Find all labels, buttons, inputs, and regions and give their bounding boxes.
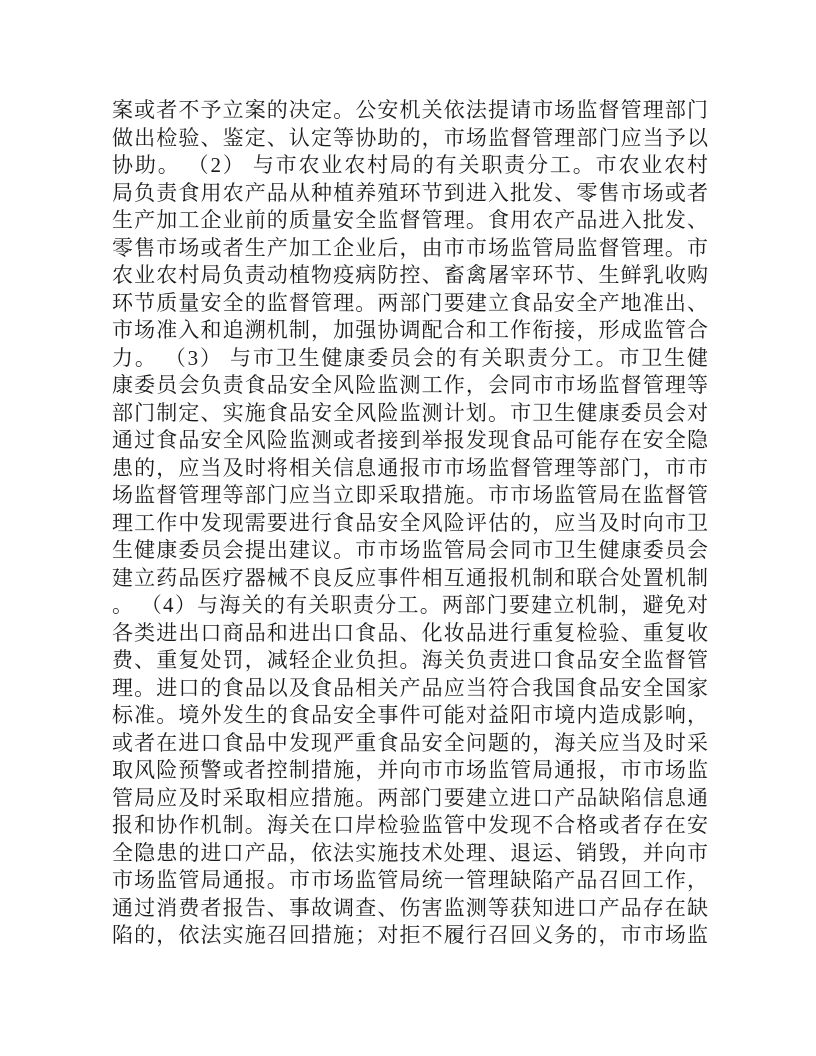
text-line: 力。 （3） 与市卫生健康委员会的有关职责分工。市卫生健 xyxy=(112,345,708,370)
text-line: 做出检验、鉴定、认定等协助的，市场监督管理部门应当予以 xyxy=(112,125,708,150)
text-line: 局负责食用农产品从种植养殖环节到进入批发、零售市场或者 xyxy=(112,180,708,205)
text-line: 部门制定、实施食品安全风险监测计划。市卫生健康委员会对 xyxy=(112,400,708,425)
text-line: 标准。境外发生的食品安全事件可能对益阳市境内造成影响， xyxy=(112,703,708,727)
text-line: 。 （4）与海关的有关职责分工。两部门要建立机制，避免对 xyxy=(112,593,708,617)
text-line: 场监督管理等部门应当立即采取措施。市市场监管局在监督管 xyxy=(112,483,708,507)
text-line: 零售市场或者生产加工企业后，由市市场监管局监督管理。市 xyxy=(112,235,708,260)
text-line: 市场监管局通报。市市场监管局统一管理缺陷产品召回工作， xyxy=(112,868,708,892)
text-line: 各类进出口商品和进出口食品、化妆品进行重复检验、重复收 xyxy=(112,620,708,645)
text-line: 协助。 （2） 与市农业农村局的有关职责分工。市农业农村 xyxy=(112,153,708,177)
text-line: 康委员会负责食品安全风险监测工作，会同市市场监督管理等 xyxy=(112,373,708,397)
text-line: 市场准入和追溯机制，加强协调配合和工作衔接，形成监管合 xyxy=(112,318,708,342)
text-line: 理工作中发现需要进行食品安全风险评估的，应当及时向市卫 xyxy=(112,510,708,535)
text-line: 取风险预警或者控制措施，并向市市场监管局通报，市市场监 xyxy=(112,758,708,782)
text-line: 陷的，依法实施召回措施；对拒不履行召回义务的，市市场监 xyxy=(112,923,708,947)
text-line: 建立药品医疗器械不良反应事件相互通报机制和联合处置机制 xyxy=(112,565,708,590)
text-line: 或者在进口食品中发现严重食品安全问题的，海关应当及时采 xyxy=(112,730,708,755)
text-line: 管局应及时采取相应措施。两部门要建立进口产品缺陷信息通 xyxy=(112,785,708,810)
text-line: 案或者不予立案的决定。公安机关依法提请市场监督管理部门 xyxy=(112,98,708,122)
text-line: 农业农村局负责动植物疫病防控、畜禽屠宰环节、生鲜乳收购 xyxy=(112,263,708,287)
text-line: 通过消费者报告、事故调查、伤害监测等获知进口产品存在缺 xyxy=(112,895,708,920)
text-line: 费、重复处罚，减轻企业负担。海关负责进口食品安全监督管 xyxy=(112,648,708,672)
text-line: 通过食品安全风险监测或者接到举报发现食品可能存在安全隐 xyxy=(112,428,708,452)
document-text-block xyxy=(112,97,708,950)
text-line: 全隐患的进口产品，依法实施技术处理、退运、销毁，并向市 xyxy=(112,840,708,865)
text-line: 环节质量安全的监督管理。两部门要建立食品安全产地准出、 xyxy=(112,290,708,315)
text-line: 生产加工企业前的质量安全监督管理。食用农产品进入批发、 xyxy=(112,208,708,232)
text-line: 报和协作机制。海关在口岸检验监管中发现不合格或者存在安 xyxy=(112,813,708,837)
text-line: 患的，应当及时将相关信息通报市市场监督管理等部门，市市 xyxy=(112,455,708,480)
text-line: 理。进口的食品以及食品相关产品应当符合我国食品安全国家 xyxy=(112,675,708,700)
text-line: 生健康委员会提出建议。市市场监管局会同市卫生健康委员会 xyxy=(112,538,708,562)
